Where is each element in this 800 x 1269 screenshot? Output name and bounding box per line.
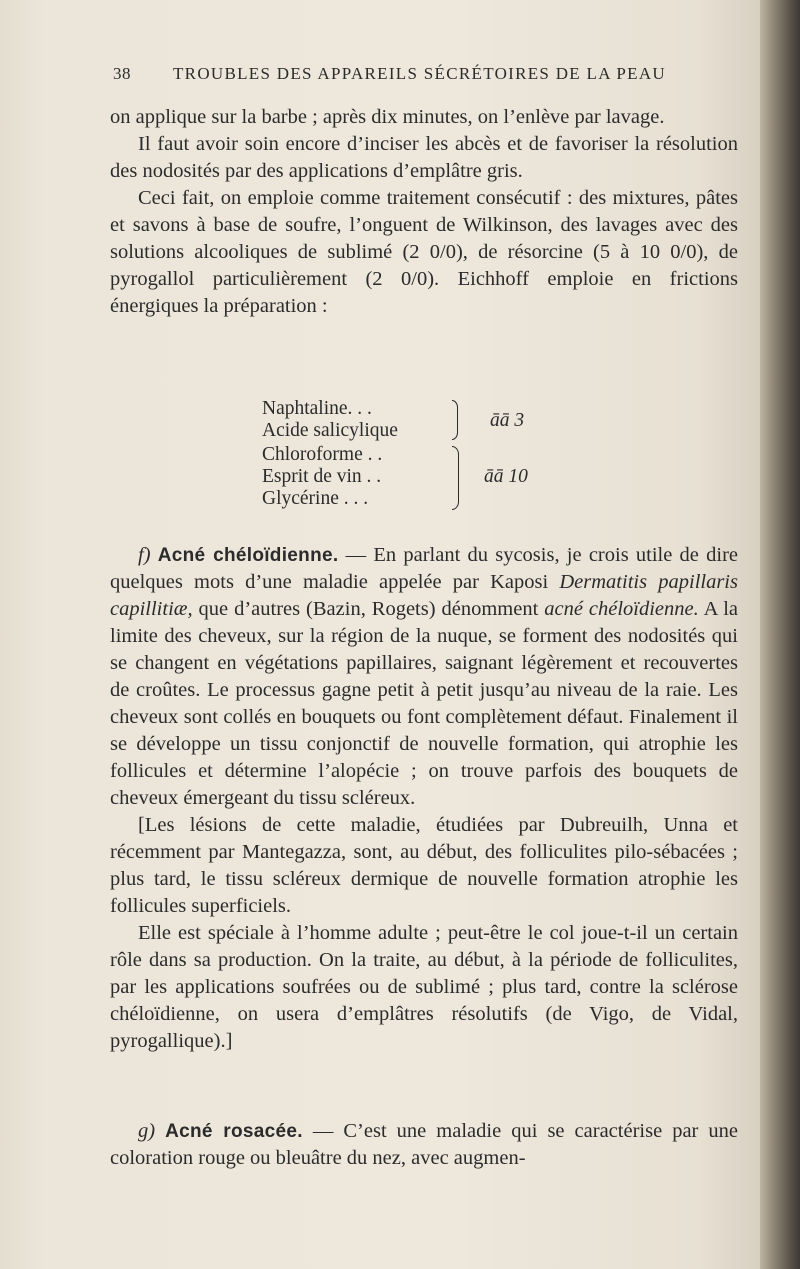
recipe-item-acide-salicylique: Acide salicylique bbox=[262, 420, 398, 441]
page-edge bbox=[760, 0, 800, 1269]
paragraph-barbe: on applique sur la barbe ; après dix minutes, on l’enlève par lavage. bbox=[110, 106, 665, 128]
recipe-item-esprit-de-vin: Esprit de vin . . bbox=[262, 466, 382, 487]
text-segment-2: que d’autres (Bazin, Rogets) dénomment bbox=[192, 598, 545, 620]
text-segment-rosacee: — C’est une maladie qui se caractérise par une coloration rouge ou bleuâtre du nez, avec augmen- bbox=[110, 1120, 739, 1169]
section-heading-acne-rosacee: Acné rosacée. bbox=[165, 1121, 303, 1142]
text-block-acne-rosacee bbox=[110, 1118, 738, 1172]
text-block-intro bbox=[110, 104, 738, 320]
recipe-brace-2 bbox=[452, 446, 459, 510]
section-heading-acne-cheloidienne: Acné chéloïdienne. bbox=[157, 545, 339, 566]
italic-term-acne-cheloidienne: acné chéloïdienne. bbox=[544, 598, 699, 620]
paragraph-traitement: Ceci fait, on emploie comme traitement consécutif : des mixtures, pâtes et savons à base de soufre, l’onguent de Wilkinson, des lavages avec des solutions alcooliques de sublimé (2 0/0), de résorcine (5 à 10 0/0), de pyrogallol particulièrement (2 0/0). Eichhoff emploie en frictions énergiques la préparation : bbox=[110, 187, 738, 317]
recipe-item-glycerine: Glycérine . . . bbox=[262, 488, 369, 509]
paragraph-homme-adulte: Elle est spéciale à l’homme adulte ; peut-être le col joue-t-il un certain rôle dans sa production. On la traite, au début, à la période de folliculites, par les applications soufrées ou de sublimé ; plus tard, contre la sclérose chéloïdienne, on usera d’emplâtres résolutifs (de Vigo, de Vidal, pyrogallique).] bbox=[110, 922, 738, 1052]
section-marker-f: f) bbox=[138, 544, 151, 566]
text-segment-1: — En parlant du sycosis, je crois utile de dire quelques mots d’une maladie appelée par Kaposi bbox=[110, 544, 739, 593]
recipe-dose-2: āā 10 bbox=[484, 466, 528, 487]
recipe-dose-1: āā 3 bbox=[490, 410, 525, 431]
paragraph-lesions: [Les lésions de cette maladie, étudiées par Dubreuilh, Unna et récemment par Mantegazza, sont, au début, des folliculites pilo-sébacées ; plus tard, le tissu scléreux dermique de nouvelle formation atrophie les follicules superficiels. bbox=[110, 814, 738, 917]
paragraph-acne-rosacee bbox=[110, 1118, 738, 1172]
eichhoff-recipe bbox=[262, 398, 562, 528]
section-marker-g: g) bbox=[138, 1120, 156, 1142]
paragraph-acne-cheloidienne bbox=[110, 542, 738, 812]
recipe-item-naphtaline: Naphtaline. . . bbox=[262, 398, 372, 419]
paragraph-abces: Il faut avoir soin encore d’inciser les abcès et de favoriser la résolution des nodosités par des applications d’emplâtre gris. bbox=[110, 133, 738, 182]
page-header bbox=[113, 64, 713, 88]
running-title: TROUBLES DES APPAREILS SÉCRÉTOIRES DE LA PEAU bbox=[173, 64, 667, 83]
text-segment-3: A la limite des cheveux, sur la région de la nuque, se forment des nodosités qui se changent en végétations papillaires, saignant légèrement et recouvertes de croûtes. Le processus gagne petit à petit jusqu’au niveau de la raie. Les cheveux sont collés en bouquets ou font complètement défaut. Finalement il se développe un tissu conjonctif de nouvelle formation, qui atrophie les follicules et détermine l’alopécie ; on trouve parfois des bouquets de cheveux émergeant du tissu scléreux. bbox=[110, 598, 739, 809]
page-number: 38 bbox=[113, 64, 131, 83]
italic-term-dermatitis: Dermatitis papillaris capillitiæ, bbox=[110, 571, 738, 620]
text-block-acne-cheloidienne bbox=[110, 542, 738, 1055]
recipe-brace-1 bbox=[452, 400, 458, 440]
recipe-item-chloroforme: Chloroforme . . bbox=[262, 444, 383, 465]
